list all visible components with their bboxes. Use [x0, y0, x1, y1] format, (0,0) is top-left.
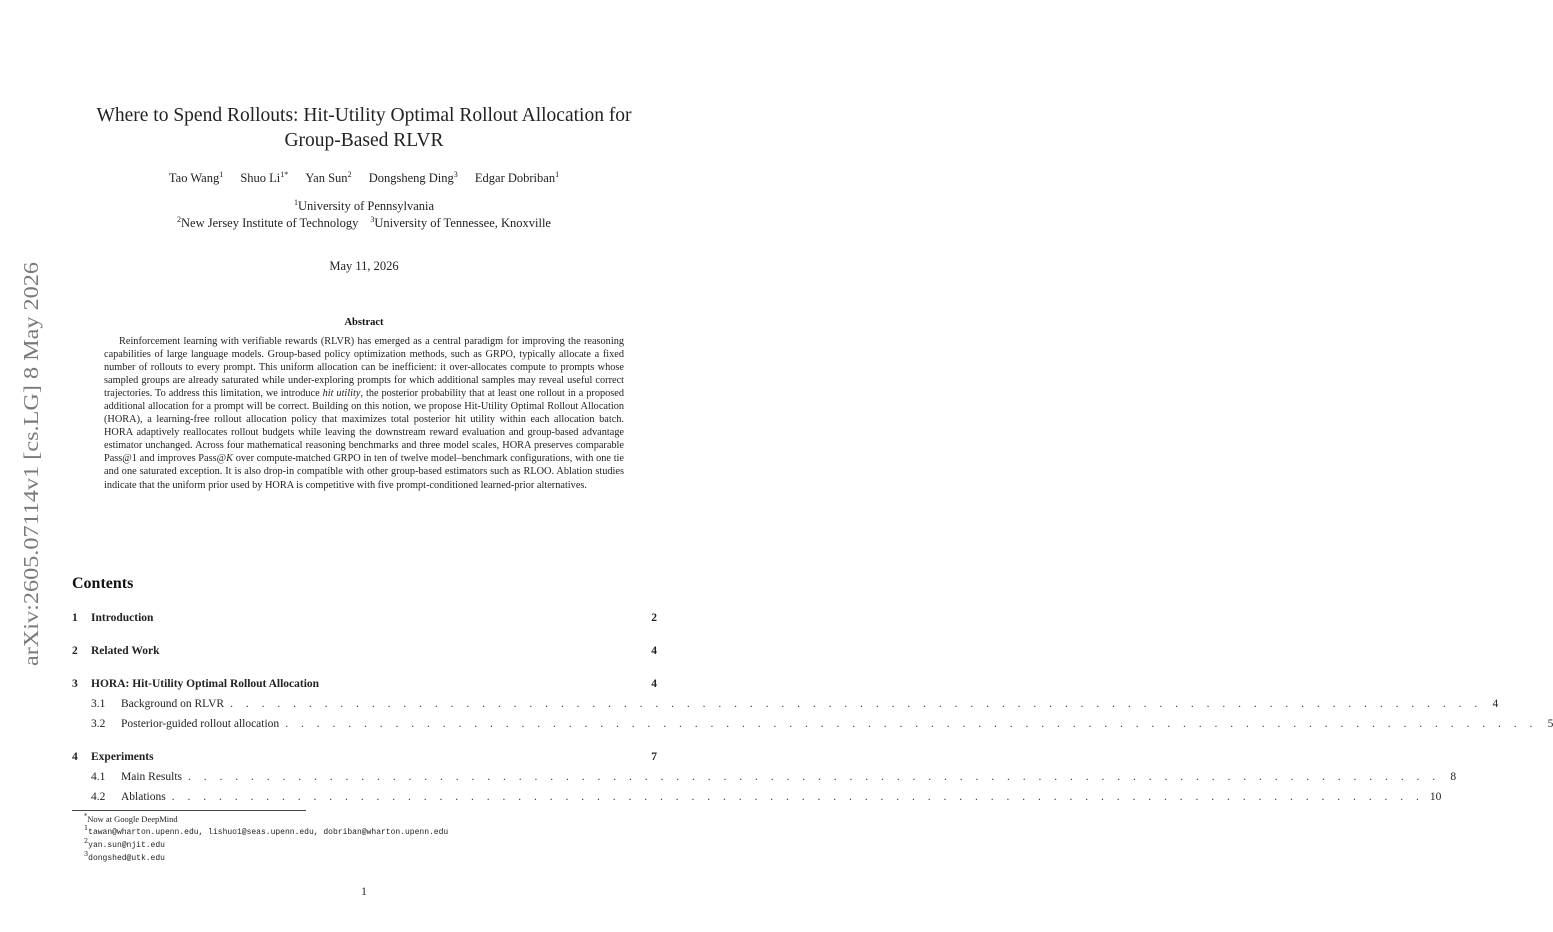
affiliation-name: University of Pennsylvania	[297, 199, 435, 213]
footnote	[84, 852, 448, 865]
author-name: Shuo Li	[240, 171, 281, 185]
abstract-heading: Abstract	[344, 317, 384, 328]
footnote-email[interactable]: dongshed@utk.edu	[88, 854, 165, 863]
toc-subsection-entry[interactable]	[72, 771, 1457, 789]
page-number: 1	[361, 886, 367, 898]
affiliation-line-2	[60, 216, 668, 231]
toc-entry-number: 4	[72, 751, 78, 763]
abstract-text: Reinforcement learning with verifiable rewards (RLVR) has emerged as a central paradigm for improving the reasoning capabilities of large language models. Group-based policy optimization methods, such as GRPO, typically allocate a fixed number of rollouts to every prompt. This uniform allocation can be inefficient: it over-allocates compute to prompts whose sampled groups are already saturated while under-exploring prompts for which additional samples may reveal useful correct trajectories. To address this limitation, we introduce	[104, 336, 624, 400]
toc-entry-label: Posterior-guided rollout allocation	[121, 718, 280, 730]
toc-section-entry[interactable]	[72, 645, 657, 663]
footnote-text: Now at Google DeepMind	[87, 814, 178, 824]
affiliation-mark: 2	[177, 215, 182, 224]
author	[240, 171, 288, 185]
footnote-mark: 2	[84, 837, 89, 845]
toc-entry-page: 2	[651, 612, 657, 624]
toc-subsection-entry[interactable]	[72, 698, 1499, 716]
toc-section-entry[interactable]	[72, 751, 657, 769]
author	[475, 171, 559, 185]
paper-date: May 11, 2026	[329, 259, 399, 273]
affiliation-mark: 3	[370, 215, 375, 224]
affiliation-name: New Jersey Institute of Technology	[181, 216, 359, 230]
toc-entry-page: 10	[1429, 791, 1442, 803]
toc-entry-label: Experiments	[91, 751, 154, 763]
paper-title	[60, 103, 668, 153]
paper-title-line-1: Where to Spend Rollouts: Hit-Utility Optimal Rollout Allocation for	[96, 105, 632, 126]
toc-entry-number: 4.1	[91, 771, 106, 783]
footnote-mark: 3	[84, 850, 89, 858]
contents-heading: Contents	[72, 575, 134, 592]
author	[305, 171, 351, 185]
toc-dot-leader: . . . . . . . . . . . . . . . . . . . . . . . . . . . . . . . . . . . . . . . . . . . . . . . . . . . . . . . . . . . . . . . . . . . . . . . . . . . . . . . .	[188, 771, 1441, 783]
abstract-math-k: K	[226, 453, 233, 465]
abstract-body	[104, 335, 624, 492]
footnotes	[84, 813, 448, 865]
toc-entry-label: HORA: Hit-Utility Optimal Rollout Allocation	[91, 678, 320, 690]
toc-entry-number: 4.2	[91, 791, 106, 803]
toc-entry-label: Introduction	[91, 612, 154, 624]
author-affiliation-mark: 2	[347, 170, 352, 179]
author-name: Yan Sun	[305, 171, 348, 185]
footnote-email[interactable]: tawan@wharton.upenn.edu, lishuo1@seas.upenn.edu, dobriban@wharton.upenn.edu	[88, 828, 449, 837]
footnote	[84, 813, 448, 826]
toc-entry-page: 4	[1492, 698, 1499, 710]
author-affiliation-mark: 1	[219, 170, 224, 179]
author-name: Dongsheng Ding	[368, 171, 454, 185]
toc-entry-page: 5	[1547, 718, 1553, 730]
author-affiliation-mark: 1	[555, 170, 560, 179]
author-affiliation-mark: 1*	[280, 170, 289, 179]
author-name: Tao Wang	[168, 171, 220, 185]
toc-entry-page: 4	[651, 645, 657, 657]
footnote-email[interactable]: yan.sun@njit.edu	[88, 841, 165, 850]
toc-entry-label: Ablations	[121, 791, 166, 803]
toc-entry-number: 2	[72, 645, 78, 657]
toc-entry-label: Related Work	[91, 645, 160, 657]
toc-dot-leader: . . . . . . . . . . . . . . . . . . . . . . . . . . . . . . . . . . . . . . . . . . . . . . . . . . . . . . . . . . . . . . . . . . . . . . . . . . . . . . . .	[230, 698, 1483, 710]
author	[169, 171, 223, 185]
toc-entry-number: 3.2	[91, 718, 106, 730]
footnote-mark: 1	[84, 824, 89, 832]
toc-section-entry[interactable]	[72, 678, 657, 696]
affiliation-mark: 1	[293, 198, 298, 207]
arxiv-identifier: arXiv:2605.07114v1 [cs.LG] 8 May 2026	[19, 315, 43, 666]
author-affiliation-mark: 3	[453, 170, 458, 179]
toc-dot-leader: . . . . . . . . . . . . . . . . . . . . . . . . . . . . . . . . . . . . . . . . . . . . . . . . . . . . . . . . . . . . . . . . . . . . . . . . . . . . . . . .	[171, 791, 1424, 803]
toc-entry-number: 3	[72, 678, 78, 690]
affiliation-line-1	[60, 199, 668, 214]
toc-entry-page: 8	[1450, 771, 1457, 783]
toc-subsection-entry[interactable]	[72, 791, 1442, 809]
toc-entry-page: 7	[651, 751, 657, 763]
author-list	[60, 171, 668, 186]
footnote	[84, 826, 448, 839]
footnote-mark: *	[84, 812, 88, 820]
arxiv-side-stamp	[12, 262, 46, 670]
toc-dot-leader: . . . . . . . . . . . . . . . . . . . . . . . . . . . . . . . . . . . . . . . . . . . . . . . . . . . . . . . . . . . . . . . . . . . . . . . . . . . . . . . .	[285, 718, 1538, 730]
toc-entry-number: 3.1	[91, 698, 106, 710]
affiliation-name: University of Tennessee, Knoxville	[374, 216, 551, 230]
toc-section-entry[interactable]	[72, 612, 657, 630]
abstract-emphasis: hit utility	[322, 388, 361, 400]
toc-entry-label: Background on RLVR	[121, 698, 225, 710]
author	[369, 171, 458, 185]
footnote	[84, 839, 448, 852]
abstract-text: over compute-matched GRPO in ten of twelve model–benchmark configurations, with one tie and one saturated exception. It is also drop-in compatible with other group-based estimators such as RLOO. Ablation studies indicate that the uniform prior used by HORA is competitive with five prompt-conditioned learned-prior alternatives.	[104, 453, 624, 491]
table-of-contents	[72, 612, 1553, 812]
abstract-text: , the posterior probability that at least one rollout in a proposed additional allocation for a prompt will be correct. Building on this notion, we propose Hit-Utility Optimal Rollout Allocation (HORA), a learning-free rollout allocation policy that maximizes total posterior hit utility within each allocation batch. HORA adaptively reallocates rollout budgets while leaving the downstream reward evaluation and group-based advantage estimator unchanged. Across four mathematical reasoning benchmarks and three model scales, HORA preserves comparable Pass@1 and improves Pass@	[104, 388, 625, 465]
footnote-rule	[72, 810, 306, 811]
toc-subsection-entry[interactable]	[72, 718, 1553, 736]
toc-entry-number: 1	[72, 612, 78, 624]
paper-title-line-2: Group-Based RLVR	[284, 130, 444, 151]
toc-entry-label: Main Results	[121, 771, 183, 783]
author-name: Edgar Dobriban	[474, 171, 556, 185]
toc-entry-page: 4	[651, 678, 657, 690]
